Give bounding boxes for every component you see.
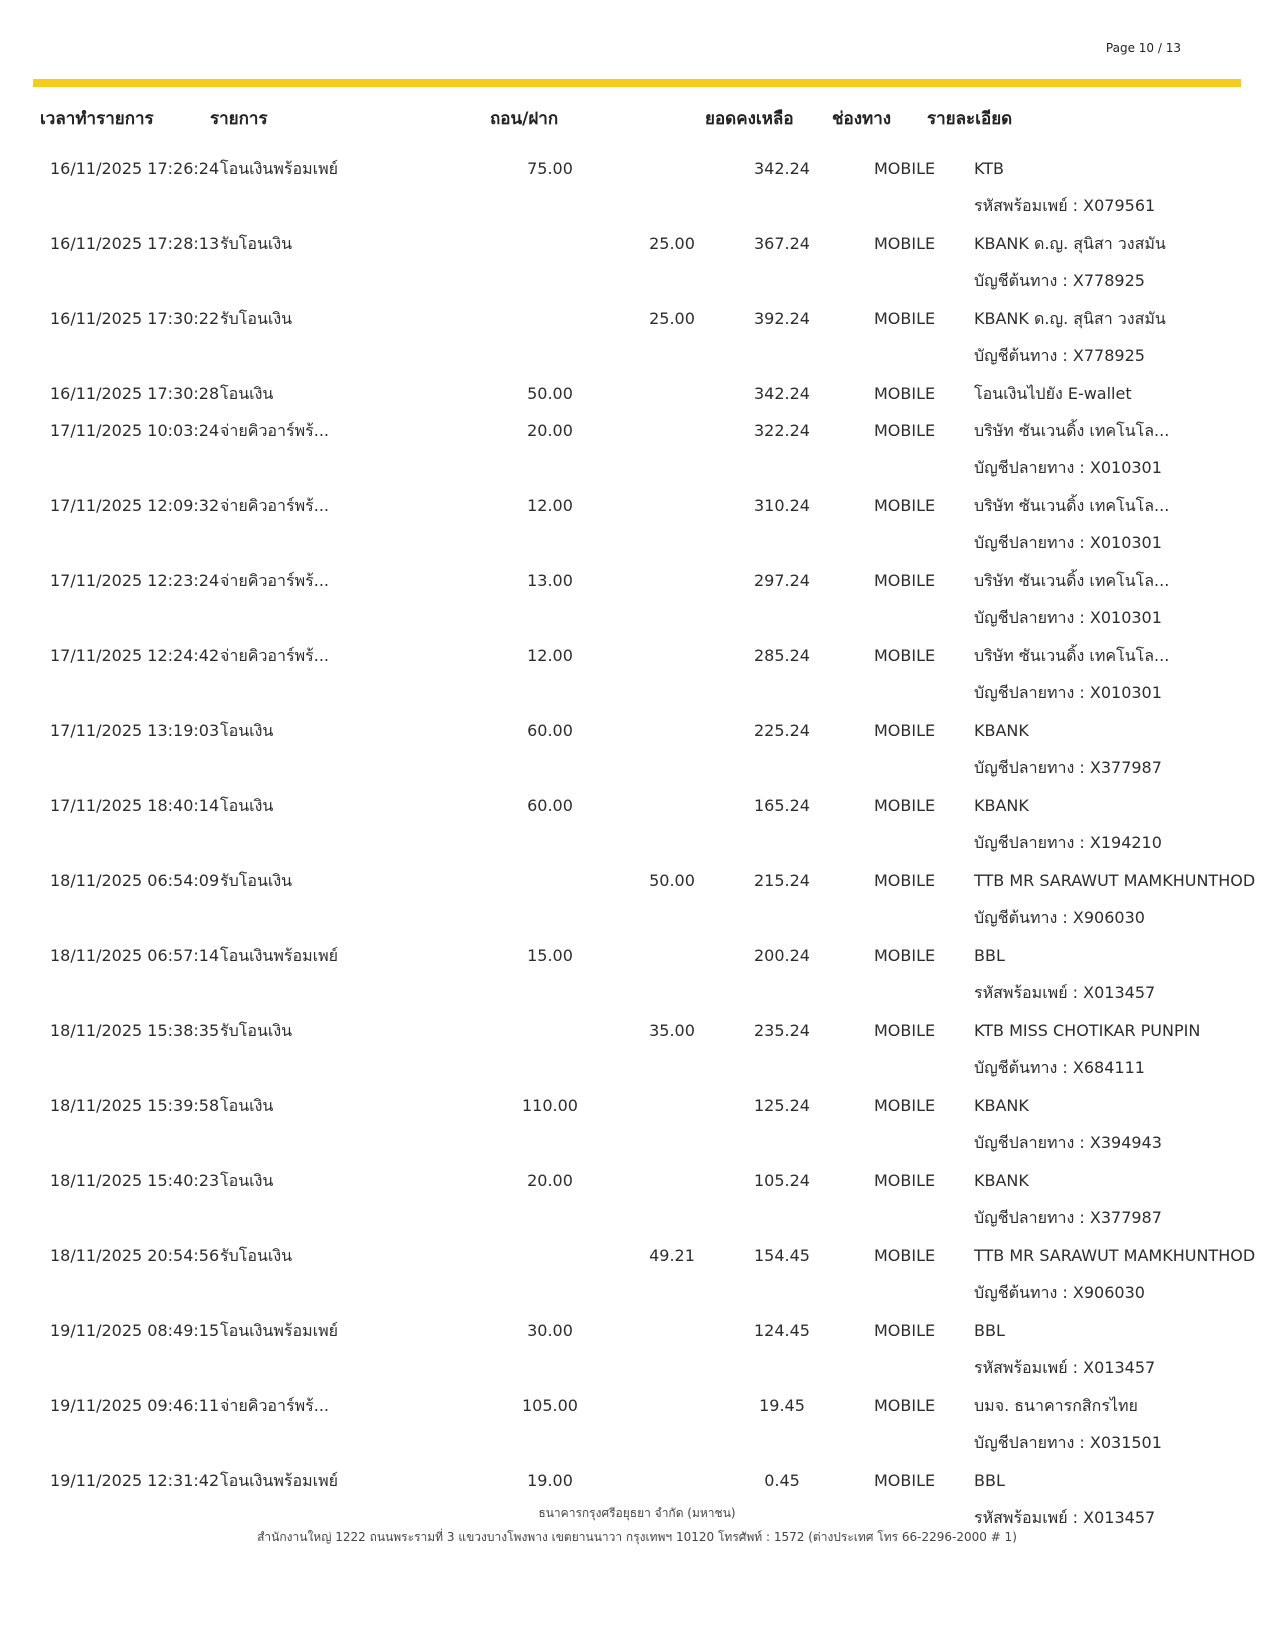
row-channel: MOBILE [874,159,936,178]
accent-bar [33,79,1241,87]
row-detail-secondary: บัญชีต้นทาง : X684111 [974,1058,1145,1077]
row-datetime: 17/11/2025 12:23:24 [50,571,220,590]
row-detail-secondary: บัญชีต้นทาง : X778925 [974,346,1145,365]
row-deposit [622,487,722,524]
row-deposit [622,562,722,599]
row-withdraw [500,225,600,262]
row-description: โอนเงิน [220,721,274,740]
row-description: รับโอนเงิน [220,1246,293,1265]
table-row [0,1087,1274,1162]
row-channel: MOBILE [874,1096,936,1115]
row-detail-secondary: รหัสพร้อมเพย์ : X013457 [974,1358,1156,1377]
col-header-datetime: เวลาทำรายการ [40,109,154,129]
row-description: โอนเงินพร้อมเพย์ [220,1321,339,1340]
row-withdraw: 13.00 [527,571,573,590]
row-deposit [622,787,722,824]
row-balance: 0.45 [764,1471,800,1490]
row-withdraw [500,300,600,337]
row-description: จ่ายคิวอาร์พร้... [220,646,330,665]
row-channel: MOBILE [874,571,936,590]
row-deposit: 25.00 [649,234,695,253]
row-detail-primary: BBL [974,1471,1005,1490]
row-withdraw: 12.00 [527,646,573,665]
row-detail-secondary: รหัสพร้อมเพย์ : X013457 [974,1508,1156,1527]
row-withdraw: 12.00 [527,496,573,515]
table-row [0,1237,1274,1312]
row-channel: MOBILE [874,1396,936,1415]
table-row [0,487,1274,562]
row-channel: MOBILE [874,234,936,253]
row-datetime: 19/11/2025 09:46:11 [50,1396,220,1415]
row-balance: 200.24 [754,946,810,965]
row-channel: MOBILE [874,721,936,740]
row-balance: 322.24 [754,421,810,440]
row-balance: 105.24 [754,1171,810,1190]
row-balance: 367.24 [754,234,810,253]
row-datetime: 18/11/2025 15:39:58 [50,1096,220,1115]
row-deposit [622,1087,722,1124]
footer-address: สำนักงานใหญ่ 1222 ถนนพระรามที่ 3 แขวงบางโพงพาง เขตยานนาวา กรุงเทพฯ 10120 โทรศัพท์ : 1572 (ต่างประเทศ โทร 66-2296-2000 # 1) [257,1530,1017,1544]
row-balance: 19.45 [759,1396,805,1415]
row-detail-secondary: บัญชีปลายทาง : X394943 [974,1133,1162,1152]
row-description: จ่ายคิวอาร์พร้... [220,571,330,590]
row-detail-secondary: รหัสพร้อมเพย์ : X013457 [974,983,1156,1002]
row-description: โอนเงิน [220,384,274,403]
row-description: จ่ายคิวอาร์พร้... [220,1396,330,1415]
row-detail-primary: บมจ. ธนาคารกสิกรไทย [974,1396,1138,1415]
row-detail-primary: TTB MR SARAWUT MAMKHUNTHOD [974,1246,1256,1265]
row-datetime: 17/11/2025 12:09:32 [50,496,220,515]
row-channel: MOBILE [874,1246,936,1265]
row-balance: 165.24 [754,796,810,815]
table-row [0,1387,1274,1462]
row-channel: MOBILE [874,1321,936,1340]
row-description: รับโอนเงิน [220,1021,293,1040]
row-datetime: 18/11/2025 20:54:56 [50,1246,220,1265]
row-detail-primary: บริษัท ซันเวนดิ้ง เทคโนโล... [974,496,1170,515]
row-detail-primary: KBANK [974,1171,1029,1190]
table-row [0,1012,1274,1087]
row-deposit [622,1162,722,1199]
page-number: Page 10 / 13 [1105,41,1181,55]
row-withdraw [500,1012,600,1049]
table-row [0,412,1274,487]
row-withdraw: 19.00 [527,1471,573,1490]
row-description: รับโอนเงิน [220,234,293,253]
row-withdraw: 30.00 [527,1321,573,1340]
row-detail-primary: KBANK [974,1096,1029,1115]
col-header-withdraw-deposit: ถอน/ฝาก [490,109,559,129]
row-channel: MOBILE [874,1171,936,1190]
row-deposit [622,1312,722,1349]
row-channel: MOBILE [874,496,936,515]
table-row [0,150,1274,225]
row-withdraw: 75.00 [527,159,573,178]
row-channel: MOBILE [874,309,936,328]
row-balance: 125.24 [754,1096,810,1115]
row-detail-secondary: บัญชีปลายทาง : X010301 [974,533,1162,552]
row-withdraw: 20.00 [527,421,573,440]
row-withdraw: 60.00 [527,721,573,740]
table-row [0,1462,1274,1537]
row-description: จ่ายคิวอาร์พร้... [220,496,330,515]
row-channel: MOBILE [874,1471,936,1490]
row-datetime: 17/11/2025 10:03:24 [50,421,220,440]
row-detail-primary: KTB MISS CHOTIKAR PUNPIN [974,1021,1201,1040]
row-balance: 225.24 [754,721,810,740]
row-datetime: 16/11/2025 17:30:28 [50,384,220,403]
footer-bank-name: ธนาคารกรุงศรีอยุธยา จำกัด (มหาชน) [538,1506,736,1520]
row-datetime: 17/11/2025 18:40:14 [50,796,220,815]
row-deposit [622,412,722,449]
table-row [0,862,1274,937]
table-row [0,937,1274,1012]
table-row [0,1162,1274,1237]
row-deposit [622,937,722,974]
table-row [0,562,1274,637]
row-balance: 342.24 [754,159,810,178]
row-detail-secondary: บัญชีต้นทาง : X906030 [974,908,1145,927]
table-row [0,375,1274,412]
row-channel: MOBILE [874,646,936,665]
col-header-description: รายการ [210,109,268,129]
row-detail-primary: KBANK ด.ญ. สุนิสา วงสมัน [974,309,1166,328]
row-deposit: 35.00 [649,1021,695,1040]
row-detail-secondary: บัญชีปลายทาง : X010301 [974,683,1162,702]
row-detail-primary: บริษัท ซันเวนดิ้ง เทคโนโล... [974,646,1170,665]
row-datetime: 18/11/2025 06:54:09 [50,871,220,890]
row-withdraw: 15.00 [527,946,573,965]
row-detail-primary: บริษัท ซันเวนดิ้ง เทคโนโล... [974,421,1170,440]
row-description: โอนเงินพร้อมเพย์ [220,159,339,178]
col-header-details: รายละเอียด [927,109,1013,129]
row-deposit [622,150,722,187]
row-detail-primary: KBANK [974,721,1029,740]
row-detail-primary: KBANK [974,796,1029,815]
row-datetime: 19/11/2025 12:31:42 [50,1471,220,1490]
row-datetime: 18/11/2025 15:40:23 [50,1171,220,1190]
row-description: โอนเงิน [220,1171,274,1190]
row-channel: MOBILE [874,421,936,440]
row-balance: 215.24 [754,871,810,890]
row-detail-primary: KTB [974,159,1004,178]
row-datetime: 17/11/2025 12:24:42 [50,646,220,665]
row-detail-secondary: บัญชีปลายทาง : X031501 [974,1433,1162,1452]
table-row [0,225,1274,300]
row-withdraw: 110.00 [522,1096,578,1115]
row-description: จ่ายคิวอาร์พร้... [220,421,330,440]
row-datetime: 16/11/2025 17:26:24 [50,159,220,178]
transaction-table [0,150,1274,1537]
row-detail-secondary: บัญชีต้นทาง : X906030 [974,1283,1145,1302]
row-withdraw: 50.00 [527,384,573,403]
row-detail-primary: โอนเงินไปยัง E-wallet [974,384,1132,403]
row-detail-secondary: รหัสพร้อมเพย์ : X079561 [974,196,1156,215]
row-detail-primary: TTB MR SARAWUT MAMKHUNTHOD [974,871,1256,890]
row-channel: MOBILE [874,1021,936,1040]
row-datetime: 18/11/2025 15:38:35 [50,1021,220,1040]
row-channel: MOBILE [874,796,936,815]
row-description: โอนเงินพร้อมเพย์ [220,1471,339,1490]
row-datetime: 19/11/2025 08:49:15 [50,1321,220,1340]
row-description: โอนเงิน [220,1096,274,1115]
row-deposit [622,712,722,749]
row-description: โอนเงิน [220,796,274,815]
row-channel: MOBILE [874,384,936,403]
row-deposit: 25.00 [649,309,695,328]
row-deposit [622,637,722,674]
row-withdraw: 105.00 [522,1396,578,1415]
row-detail-secondary: บัญชีต้นทาง : X778925 [974,271,1145,290]
row-deposit: 50.00 [649,871,695,890]
row-datetime: 17/11/2025 13:19:03 [50,721,220,740]
row-description: โอนเงินพร้อมเพย์ [220,946,339,965]
row-balance: 310.24 [754,496,810,515]
row-deposit [622,1462,722,1499]
row-balance: 285.24 [754,646,810,665]
row-deposit [622,1387,722,1424]
row-description: รับโอนเงิน [220,309,293,328]
table-row [0,1312,1274,1387]
row-balance: 392.24 [754,309,810,328]
row-detail-secondary: บัญชีปลายทาง : X010301 [974,458,1162,477]
row-detail-secondary: บัญชีปลายทาง : X377987 [974,1208,1162,1227]
row-datetime: 16/11/2025 17:30:22 [50,309,220,328]
row-detail-secondary: บัญชีปลายทาง : X194210 [974,833,1162,852]
row-balance: 297.24 [754,571,810,590]
row-withdraw: 60.00 [527,796,573,815]
row-balance: 124.45 [754,1321,810,1340]
table-row [0,787,1274,862]
row-withdraw [500,1237,600,1274]
row-datetime: 18/11/2025 06:57:14 [50,946,220,965]
row-withdraw: 20.00 [527,1171,573,1190]
row-channel: MOBILE [874,946,936,965]
row-detail-primary: BBL [974,946,1005,965]
row-detail-secondary: บัญชีปลายทาง : X377987 [974,758,1162,777]
col-header-balance: ยอดคงเหลือ [705,109,794,129]
row-balance: 342.24 [754,384,810,403]
row-description: รับโอนเงิน [220,871,293,890]
row-detail-primary: KBANK ด.ญ. สุนิสา วงสมัน [974,234,1166,253]
row-detail-primary: บริษัท ซันเวนดิ้ง เทคโนโล... [974,571,1170,590]
table-row [0,712,1274,787]
table-row [0,637,1274,712]
table-row [0,300,1274,375]
row-withdraw [500,862,600,899]
row-channel: MOBILE [874,871,936,890]
row-deposit [622,375,722,412]
row-deposit: 49.21 [649,1246,695,1265]
row-balance: 235.24 [754,1021,810,1040]
col-header-channel: ช่องทาง [832,109,892,129]
row-detail-secondary: บัญชีปลายทาง : X010301 [974,608,1162,627]
row-detail-primary: BBL [974,1321,1005,1340]
row-datetime: 16/11/2025 17:28:13 [50,234,220,253]
row-balance: 154.45 [754,1246,810,1265]
